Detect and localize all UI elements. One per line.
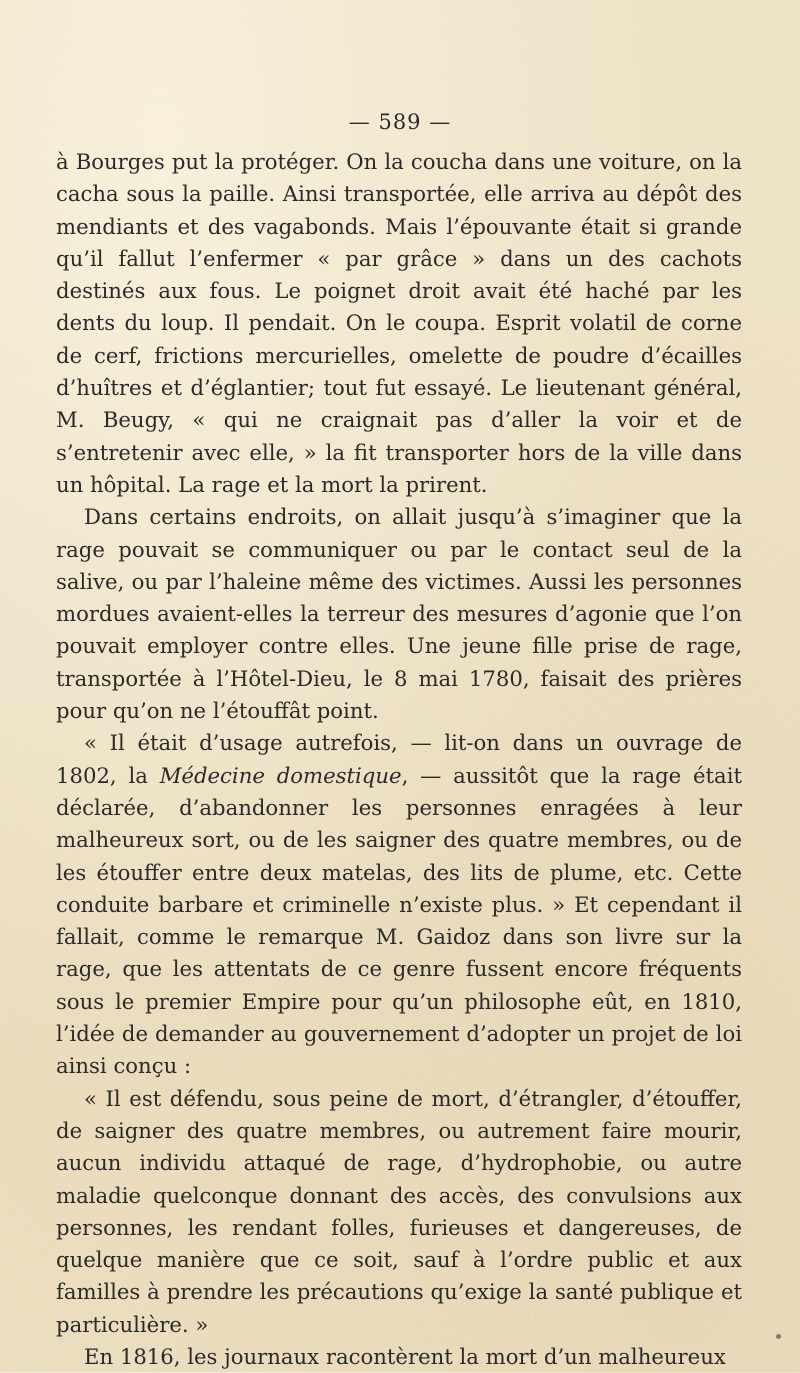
paragraph-text: Dans certains endroits, on allait jusqu’à s’imaginer que la rage pouvait se communiquer ou par le contact seul de la salive, ou par l’haleine même des victimes. Aussi les personnes mordues avaient-elles la terreur des mesures d’agonie que l’on pouvait employer contre elles. Une jeune fille prise de rage, transportée à l’Hôtel-Dieu, le 8 mai 1780, faisait des prières pour qu’on ne l’étouffât point. [56,504,742,724]
paragraph-text: « Il est défendu, sous peine de mort, d’étrangler, d’étouffer, de saigner des quatre membres, ou autrement faire mourir, aucun individu attaqué de rage, d’hydrophobie, ou autre maladie quelconque donnant des accès, des convulsions aux personnes, les rendant folles, furieuses et dangereuses, de quelque manière que ce soit, sauf à l’ordre public et aux familles à prendre les précautions qu’exige la santé publique et particulière. » [56,1085,742,1337]
paragraph-4 [56,1083,742,1341]
paragraph-text: « Il était d’usage autrefois, — lit-on dans un ouvrage de 1802, la [56,730,742,788]
page-number: — 589 — [348,110,452,134]
ink-speck [776,1334,781,1339]
paragraph-text: à Bourges put la protéger. On la coucha dans une voiture, on la cacha sous la paille. Ainsi transportée, elle arriva au dépôt des mendiants et des vagabonds. Mais l’épouvante était si grande qu’il fallut l’enfermer « par grâce » dans un des cachots destinés aux fous. Le poignet droit avait été haché par les dents du loup. Il pendait. On le coupa. Esprit volatil de corne de cerf, frictions mercurielles, omelette de poudre d’écailles d’huîtres et d’églantier; tout fut essayé. Le lieutenant général, M. Beugy, « qui ne craignait pas d’aller la voir et de s’entretenir avec elle, » la fit transporter hors de la ville dans un hôpital. La rage et la mort la prirent. [56,149,742,497]
paragraph-3 [56,727,742,1082]
body-text [56,146,742,1373]
book-title-italic: Médecine domestique [159,762,402,788]
paragraph-text: , — aussitôt que la rage était déclarée, d’abandonner les personnes enragées à leur malheureux sort, ou de les saigner des quatre membres, ou de les étouffer entre deux matelas, des lits de plume, etc. Cette conduite barbare et criminelle n’existe plus. » Et cependant il fallait, comme le remarque M. Gaidoz dans son livre sur la rage, que les attentats de ce genre fussent encore fréquents sous le premier Empire pour qu’un philosophe eût, en 1810, l’idée de demander au gouvernement d’adopter un projet de loi ainsi conçu : [56,762,742,1079]
paragraph-text: En 1816, les journaux racontèrent la mort d’un malheureux [84,1343,726,1369]
paragraph-5 [56,1341,742,1373]
paragraph-2 [56,501,742,727]
paragraph-1 [56,146,742,501]
